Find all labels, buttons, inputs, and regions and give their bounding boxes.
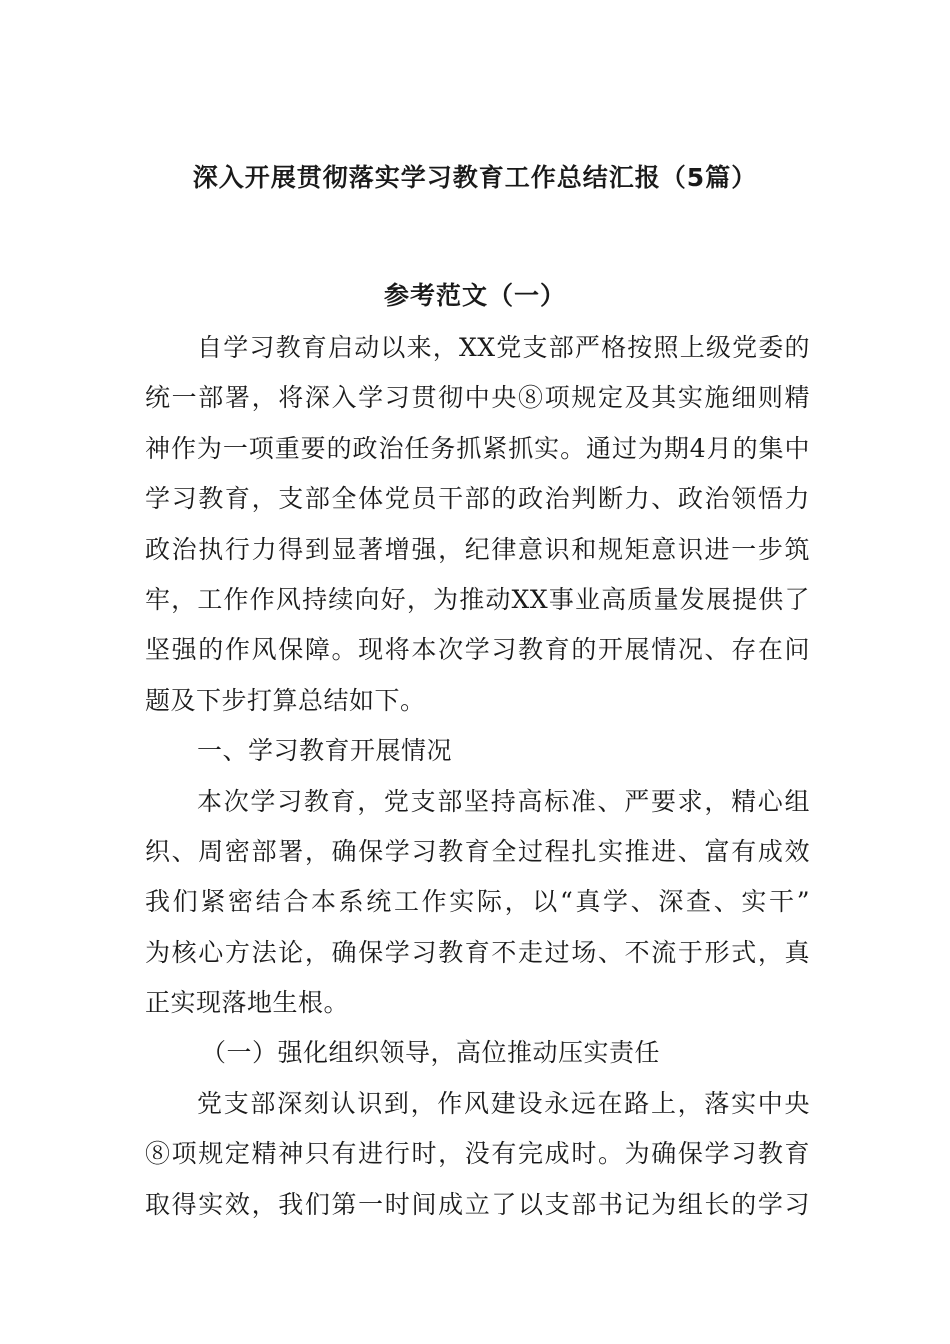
paragraph-line: 本次学习教育，党支部坚持高标准、严要求，精心组 — [197, 786, 810, 816]
section-title: 参考范文（一） — [383, 281, 566, 310]
document-body — [145, 323, 810, 1230]
paragraph-line: 我们紧密结合本系统工作实际，以“真学、深查、实干” — [145, 887, 810, 917]
paragraph-line: 党支部深刻认识到，作风建设永远在路上，落实中央 — [197, 1088, 810, 1118]
heading-line: 一、学习教育开展情况 — [197, 736, 453, 766]
paragraph-line: 政治执行力得到显著增强，纪律意识和规矩意识进一步筑 — [145, 534, 810, 564]
document-title: 深入开展贯彻落实学习教育工作总结汇报（5篇） — [192, 163, 758, 192]
paragraph-line: 坚强的作风保障。现将本次学习教育的开展情况、存在问 — [145, 635, 810, 665]
paragraph-line: ⑧项规定精神只有进行时，没有完成时。为确保学习教育 — [145, 1139, 810, 1169]
paragraph-line: 统一部署，将深入学习贯彻中央⑧项规定及其实施细则精 — [145, 383, 810, 413]
paragraph-line: 取得实效，我们第一时间成立了以支部书记为组长的学习 — [145, 1189, 810, 1219]
paragraph-line: 牢，工作作风持续向好，为推动XX事业高质量发展提供了 — [145, 584, 810, 614]
paragraph-line: 正实现落地生根。 — [145, 988, 350, 1018]
paragraph-line: 自学习教育启动以来，XX党支部严格按照上级党委的 — [197, 333, 810, 362]
paragraph-line: 题及下步打算总结如下。 — [145, 685, 426, 715]
paragraph-line: 神作为一项重要的政治任务抓紧抓实。通过为期4月的集中 — [145, 433, 810, 463]
subheading-line: （一）强化组织领导，高位推动压实责任 — [201, 1038, 661, 1068]
paragraph-line: 学习教育，支部全体党员干部的政治判断力、政治领悟力 — [145, 484, 810, 514]
paragraph-line: 为核心方法论，确保学习教育不走过场、不流于形式，真 — [145, 937, 810, 967]
paragraph-line: 织、周密部署，确保学习教育全过程扎实推进、富有成效 — [145, 836, 810, 866]
